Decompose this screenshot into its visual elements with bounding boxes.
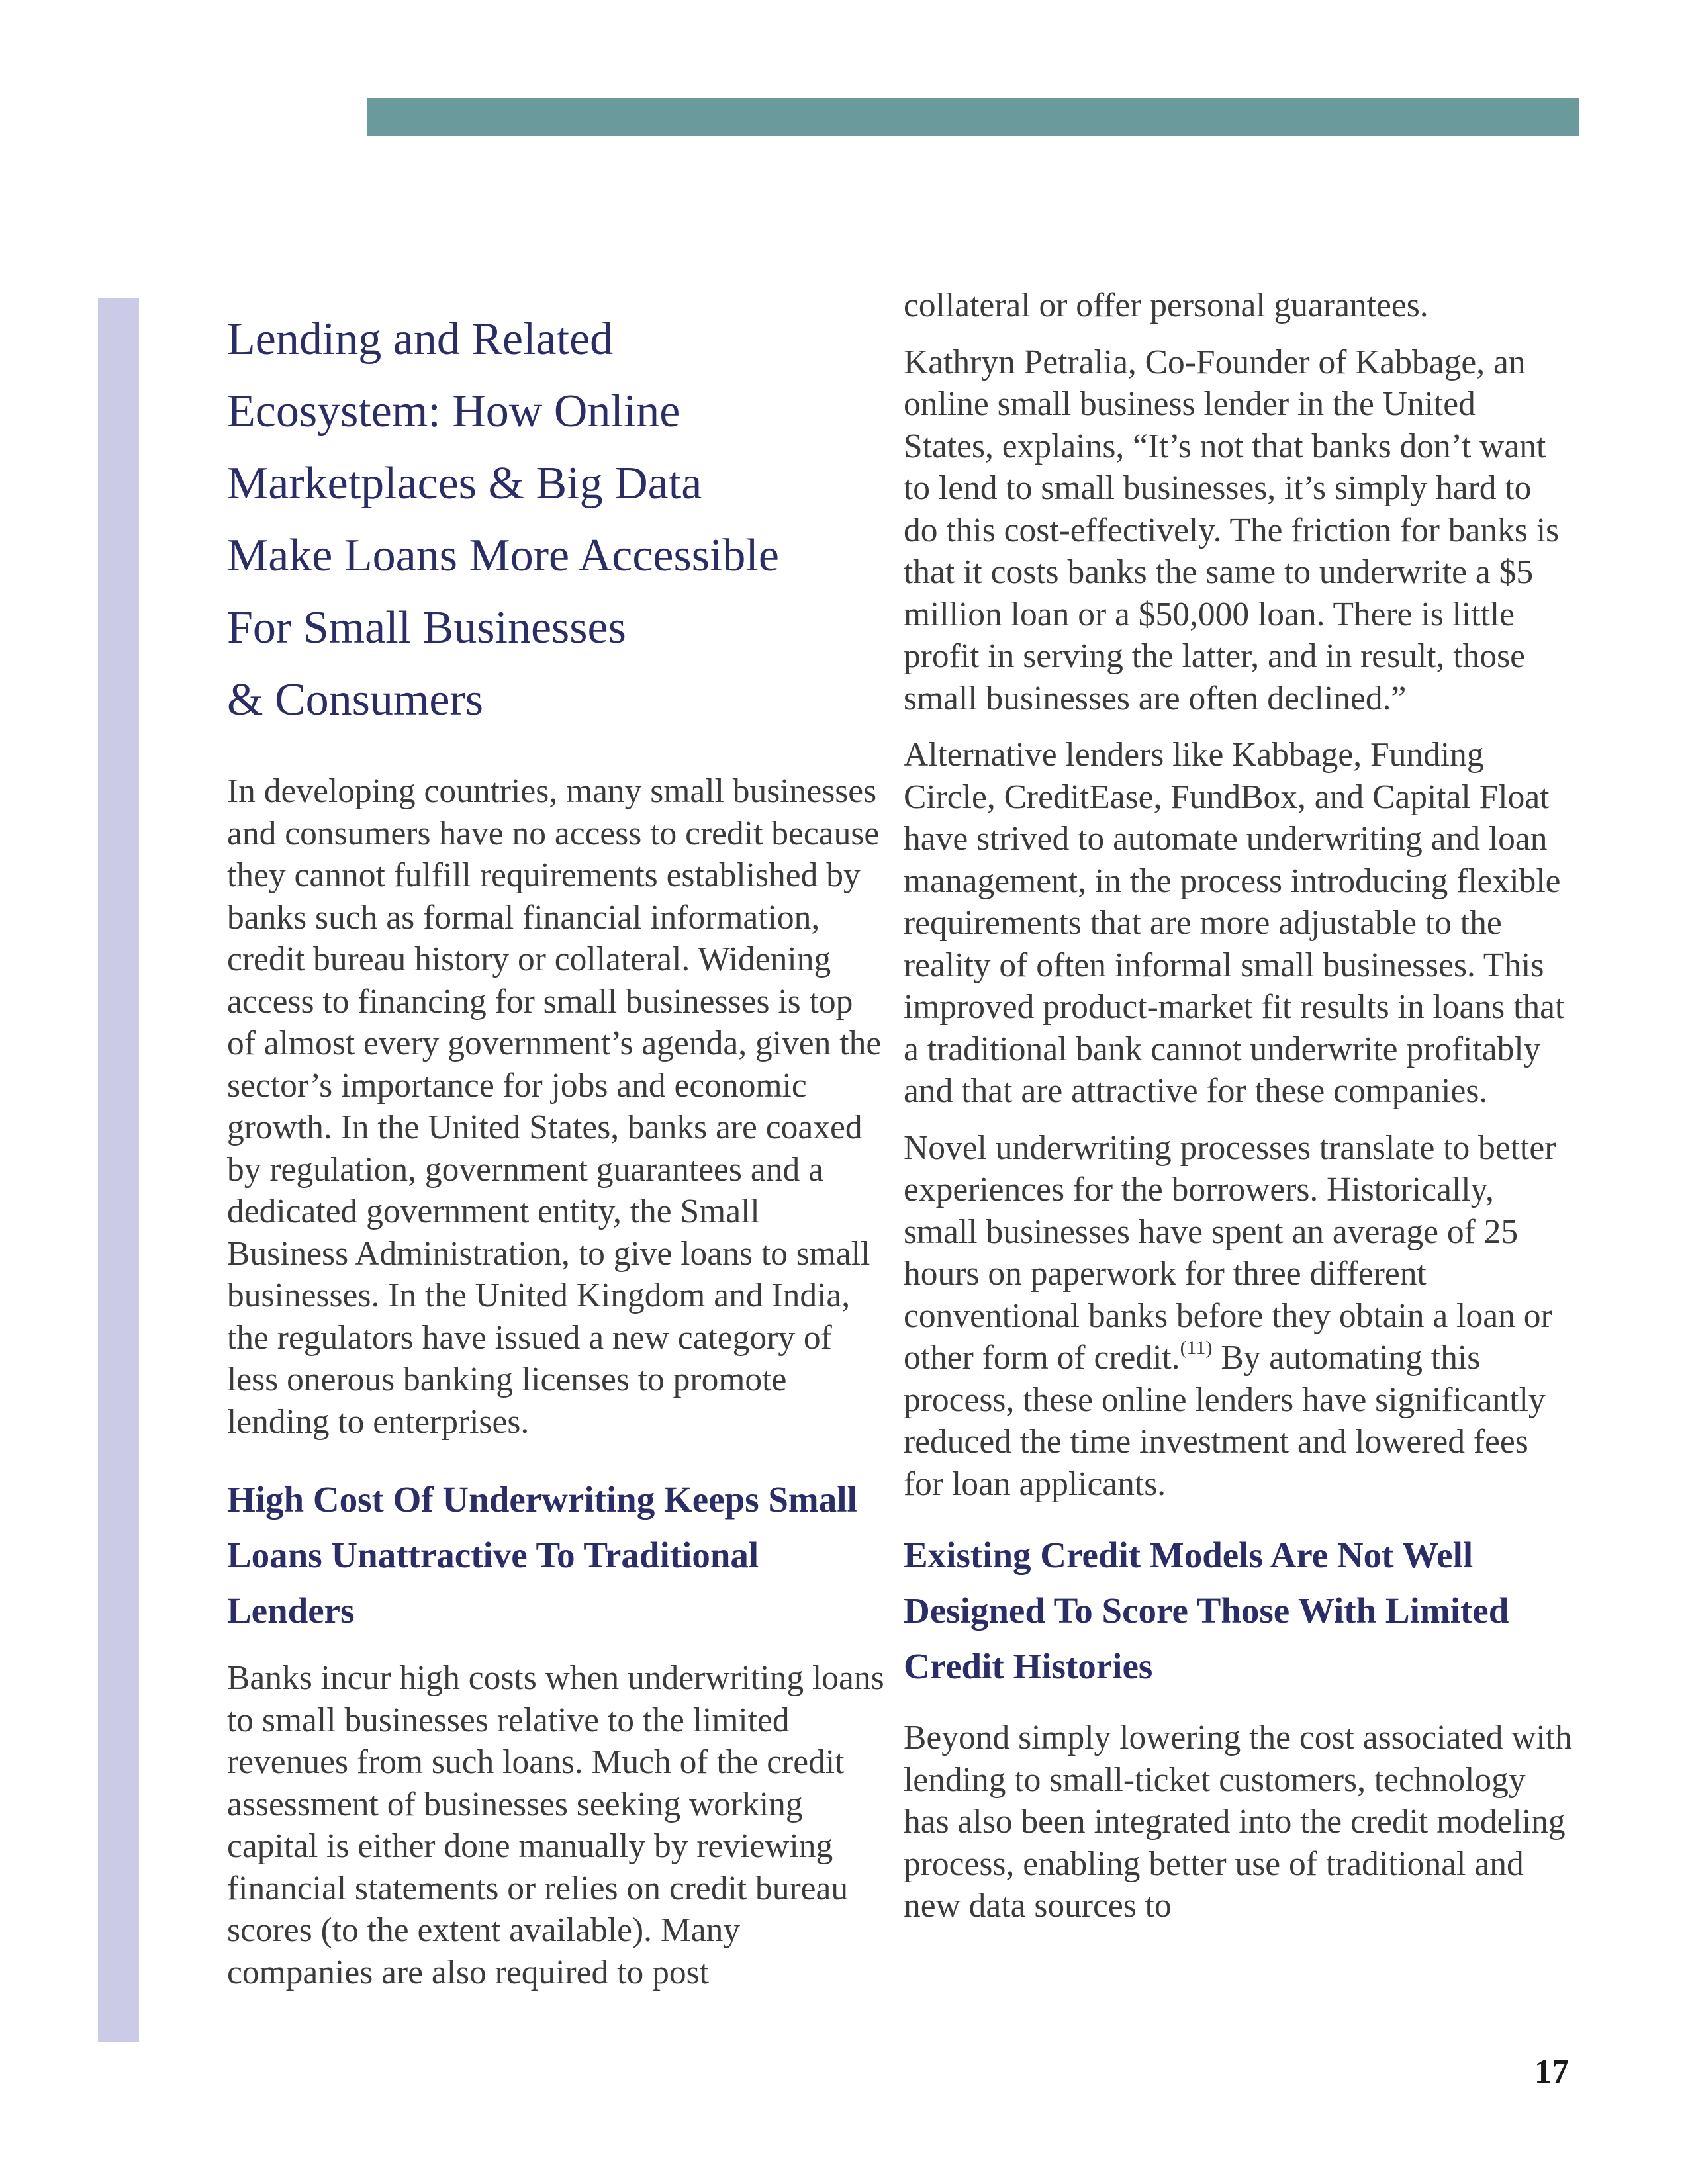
novel-underwriting-paragraph [904,1127,1572,1506]
underwriting-paragraph-continued: collateral or offer personal guarantees. [904,287,1429,324]
side-accent-bar [98,298,139,2042]
intro-paragraph: In developing countries, many small businesses and consumers have no access to credit because they cannot fulfill requirements established by banks such as formal financial information, credit bureau history or collateral. Widening access to financing for small businesses is top of almost every government’s agenda, given the sector’s importance for jobs and economic growth. In the United States, banks are coaxed by regulation, government guarantees and a dedicated government entity, the Small Business Administration, to give loans to small businesses. In the United Kingdom and India, the regulators have issued a new category of less onerous banking licenses to promote lending to enterprises. [227,772,882,1441]
article-title: Lending and Related Ecosystem: How Online Marketplaces & Big Data Make Loans More Accessible For Small Businesses & Consumers [227,314,779,725]
page-number: 17 [1534,2053,1569,2091]
alternative-lenders-paragraph: Alternative lenders like Kabbage, Funding Circle, CreditEase, FundBox, and Capital Float have strived to automate underwriting and loan management, in the process introducing flexible requirements that are more adjustable to the reality of often informal small businesses. This improved product-market fit results in loans that a traditional bank cannot underwrite profitably and that are attractive for these companies. [904,736,1565,1110]
header-accent-bar [367,98,1579,136]
novel-underwriting-text: Novel underwriting processes translate to better experiences for the borrowers. Historically, small businesses have spent an average of 25 hours on paperwork for three different conventional banks before they obtain a loan or other form of credit. [904,1128,1556,1377]
underwriting-paragraph: Banks incur high costs when underwriting loans to small businesses relative to the limited revenues from such loans. Much of the credit assessment of businesses seeking working capital is either done manually by reviewing financial statements or relies on credit bureau scores (to the extent available). Many companies are also required to post [227,1659,884,1991]
quote-paragraph: Kathryn Petralia, Co-Founder of Kabbage, an online small business lender in the United States, explains, “It’s not that banks don’t want to lend to small businesses, it’s simply hard to do this cost-effectively. The friction for banks is that it costs banks the same to underwrite a $5 million loan or a $50,000 loan. There is little profit in serving the latter, and in result, those small businesses are often declined.” [904,343,1560,717]
footnote-reference: (11) [1180,1337,1213,1359]
right-column [904,285,1572,1942]
left-column [227,303,889,2008]
novel-underwriting-text-continued: By automating this process, these online lenders have significantly reduced the time investment and lowered fees for loan applicants. [904,1339,1546,1503]
section-heading-credit-models: Existing Credit Models Are Not Well Designed To Score Those With Limited Credit Histories [904,1535,1509,1686]
section-heading-underwriting: High Cost Of Underwriting Keeps Small Loans Unattractive To Traditional Lenders [227,1479,857,1631]
credit-models-paragraph: Beyond simply lowering the cost associated with lending to small-ticket customers, technology has also been integrated into the credit modeling process, enabling better use of traditional and new data sources to [904,1719,1572,1925]
